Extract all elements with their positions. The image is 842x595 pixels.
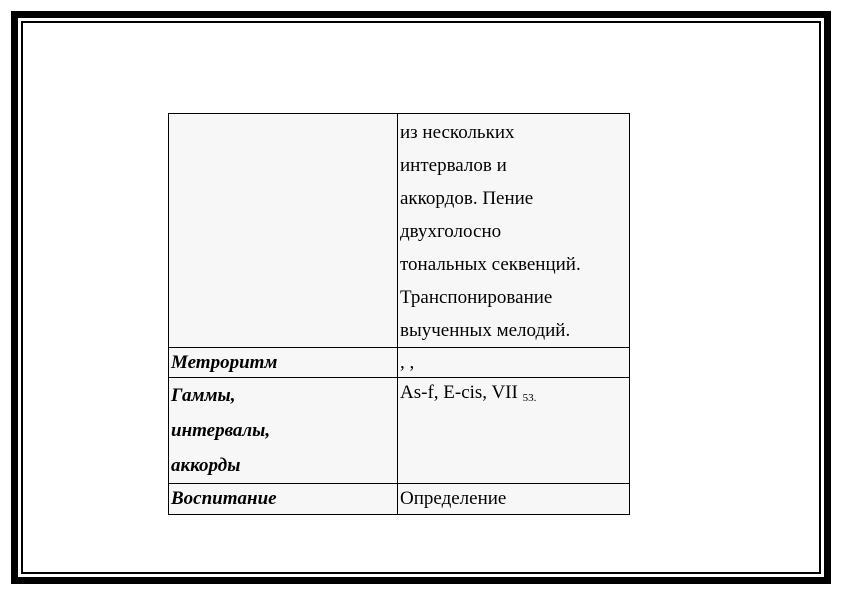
row-content-cell: Определение [398,484,630,515]
row-label-metrorhythm: Метроритм [169,348,398,378]
table-row [169,114,630,348]
row-content-cell [398,378,630,484]
content-line: двухголосно [400,221,502,242]
content-line: интервалов и [400,155,507,176]
content-line: аккордов. Пение [400,188,534,209]
curriculum-table [168,113,630,515]
table-row [169,484,630,515]
chord-subscript: 53. [522,392,537,404]
row-content-cell: , , [398,348,630,378]
row-label-education: Воспитание [169,484,398,515]
content-line: Транспонирование [400,287,553,308]
row-label-cell [169,114,398,348]
label-line: интервалы, [171,420,271,441]
row-content-cell [398,114,630,348]
table-row [169,348,630,378]
content-line: выученных мелодий. [400,320,571,341]
content-line: из нескольких [400,122,515,143]
table-row [169,378,630,484]
row-label-scales [169,378,398,484]
label-line: аккорды [171,455,241,476]
scales-text: As-f, E-cis, VII [400,382,523,403]
label-line: Гаммы, [171,385,236,406]
content-line: тональных секвенций. [400,254,581,275]
